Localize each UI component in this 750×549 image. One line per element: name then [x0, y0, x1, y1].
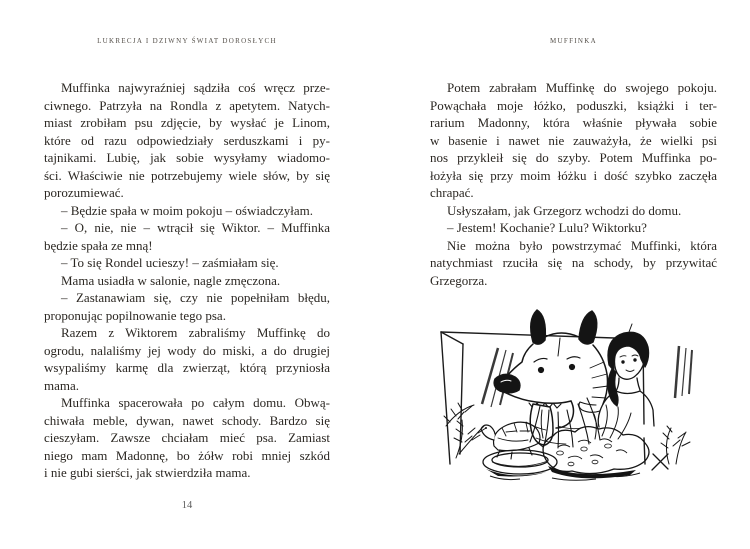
text-line: Muffinka spacerowała po całym domu. Obwą-	[61, 395, 330, 410]
text-line: niego mam Madonnę, bo żółw robi mniej szkód	[44, 447, 330, 463]
text-line: chrapać.	[430, 185, 474, 200]
paragraph	[44, 219, 330, 254]
text-line: porozumiewać.	[44, 185, 124, 200]
paragraph	[44, 202, 330, 220]
paragraph	[44, 289, 330, 324]
paragraph	[430, 237, 717, 290]
text-line: Razem z Wiktorem zabraliśmy Muffinkę do	[61, 325, 330, 340]
text-line: – To się Rondel ucieszy! – zaśmiałam się.	[61, 255, 279, 270]
paragraph	[44, 272, 330, 290]
text-line: nos przykleił się do szyby. Potem Muffinka po-	[430, 150, 717, 165]
text-line: natychmiast rzuciła się na schody, by przywitać	[430, 255, 717, 270]
text-line: ogrodu, nalaliśmy jej wody do miski, a do drugiej	[44, 342, 330, 358]
text-line: wsypaliśmy karmę dla zwierząt, którą przyniosła	[44, 360, 330, 375]
text-line: Muffinka najwyraźniej sądziła coś wręcz prze-	[61, 80, 330, 95]
text-line: tajnikami. Lubię, jak sobie wysyłamy wiadomo-	[44, 150, 330, 165]
text-line: Nie można było powstrzymać Muffinki, która	[447, 237, 717, 253]
text-line: będzie spała ze mną!	[44, 237, 153, 253]
text-line: mama.	[44, 377, 80, 393]
text-line: Powąchała moje łóżko, poduszki, książki i ter-	[430, 97, 717, 113]
text-line: i nie gubi sierści, jak stwierdziła mama.	[44, 465, 251, 480]
paragraph	[430, 219, 717, 237]
text-line: ści. Właściwie nie potrzebujemy wiele słów, by się	[44, 167, 330, 183]
text-line: – Jestem! Kochanie? Lulu? Wiktorku?	[447, 220, 647, 235]
paragraph	[430, 202, 717, 220]
right-running-header: MUFFINKA	[550, 37, 597, 45]
text-line: – Zastanawiam się, czy nie popełniłam błędu,	[61, 290, 330, 305]
left-page	[44, 0, 330, 549]
left-running-header: LUKRECJA I DZIWNY ŚWIAT DOROSŁYCH	[97, 37, 277, 45]
paragraph	[44, 79, 330, 202]
right-page	[430, 0, 717, 549]
text-line: cieszyłam. Zawsze chciałam mieć psa. Zamiast	[44, 430, 330, 445]
text-line: Usłyszałam, jak Grzegorz wchodzi do domu.	[447, 202, 682, 218]
left-page-number: 14	[181, 500, 193, 511]
text-line: łożyła się przy moim łóżku i dość szybko zaczęła	[430, 167, 717, 183]
paragraph	[44, 254, 330, 272]
text-line: Mama usiadła w salonie, nagle zmęczona.	[61, 272, 281, 288]
text-line: – O, nie, nie – wtrącił się Wiktor. – Muffinka	[61, 220, 330, 235]
text-line: Grzegorza.	[430, 272, 488, 288]
dog-terrarium-illustration	[432, 306, 714, 506]
text-line: proponując popilnowanie tego psa.	[44, 307, 226, 323]
text-line: chiwała meble, dywan, nawet schody. Bardzo się	[44, 412, 330, 428]
text-line: miast zrobiłam psu zdjęcie, by wysłać je Linom,	[44, 115, 330, 130]
text-line: rarium Madonny, która właśnie pływała sobie	[430, 115, 717, 130]
right-text-block	[430, 79, 717, 289]
text-line: ciwnego. Patrzyła na Rondla z apetytem. Natych-	[44, 97, 330, 113]
paragraph	[430, 79, 717, 202]
left-text-block	[44, 79, 330, 482]
paragraph	[44, 394, 330, 482]
text-line: – Będzie spała w moim pokoju – oświadczyłam.	[61, 202, 314, 218]
text-line: w basenie i nawet nie zauważyła, że wielki psi	[430, 132, 717, 148]
text-line: które od razu odpowiedziały serduszkami i py-	[44, 132, 330, 148]
water-dish	[483, 450, 557, 477]
paragraph	[44, 324, 330, 394]
text-line: Potem zabrałam Muffinkę do swojego pokoju.	[447, 80, 717, 95]
